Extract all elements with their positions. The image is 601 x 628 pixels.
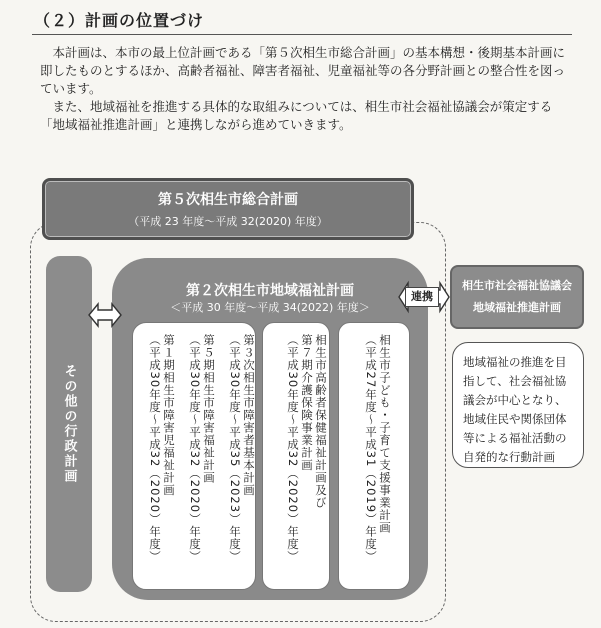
council-plan-box bbox=[450, 265, 584, 329]
sub-plan-4: 相生市高齢者保健福祉計画及び 第７期介護保険事業計画 （平成30年度～平成32（2020）年度） bbox=[286, 334, 328, 564]
sub-plan-5: 相生市子ども・子育て支援事業計画 （平成27年度～平成31（2019）年度） bbox=[364, 334, 392, 564]
sub-plan-3: 第１期相生市障害児福祉計画 （平成30年度～平成32（2020）年度） bbox=[148, 334, 176, 564]
council-name: 相生市社会福祉協議会 bbox=[462, 279, 572, 292]
double-arrow-icon bbox=[88, 302, 122, 328]
main-plan-period: ＜平成 30 年度～平成 34(2022) 年度＞ bbox=[170, 301, 370, 314]
heading-rule bbox=[32, 34, 572, 35]
note-text: 地域福祉の推進を目指して、社会福祉協議会が中心となり、地域住民や関係団体等による福祉活動の自発的な行動計画 bbox=[463, 355, 567, 464]
note-box bbox=[452, 342, 584, 468]
paragraph-1: 本計画は、本市の最上位計画である「第５次相生市総合計画」の基本構想・後期基本計画に即したものとするほか、高齢者福祉、障害者福祉、児童福祉等の各分野計画との整合性を図っています。 bbox=[40, 45, 566, 96]
sub-plan-1: 第３次相生市障害者基本計画 （平成30年度～平成35（2023）年度） bbox=[228, 334, 256, 564]
main-plan-title: 第２次相生市地域福祉計画 bbox=[186, 283, 354, 299]
top-plan-title: 第５次相生市総合計画 bbox=[158, 192, 298, 208]
other-plans-box bbox=[46, 256, 92, 592]
link-label: 連携 bbox=[405, 287, 439, 307]
sub-plan-2: 第５期相生市障害福祉計画 （平成30年度～平成32（2020）年度） bbox=[188, 334, 216, 564]
top-plan-period: （平成 23 年度～平成 32(2020) 年度） bbox=[128, 215, 328, 228]
council-plan-name: 地域福祉推進計画 bbox=[473, 301, 561, 314]
top-plan-box bbox=[42, 178, 414, 240]
other-plans-label: その他の行政計画 bbox=[61, 364, 77, 484]
paragraph-2: また、地域福祉を推進する具体的な取組みについては、相生市社会福祉協議会が策定する「地域福祉推進計画」と連携しながら進めていきます。 bbox=[40, 99, 553, 132]
section-heading: （２）計画の位置づけ bbox=[34, 11, 205, 30]
